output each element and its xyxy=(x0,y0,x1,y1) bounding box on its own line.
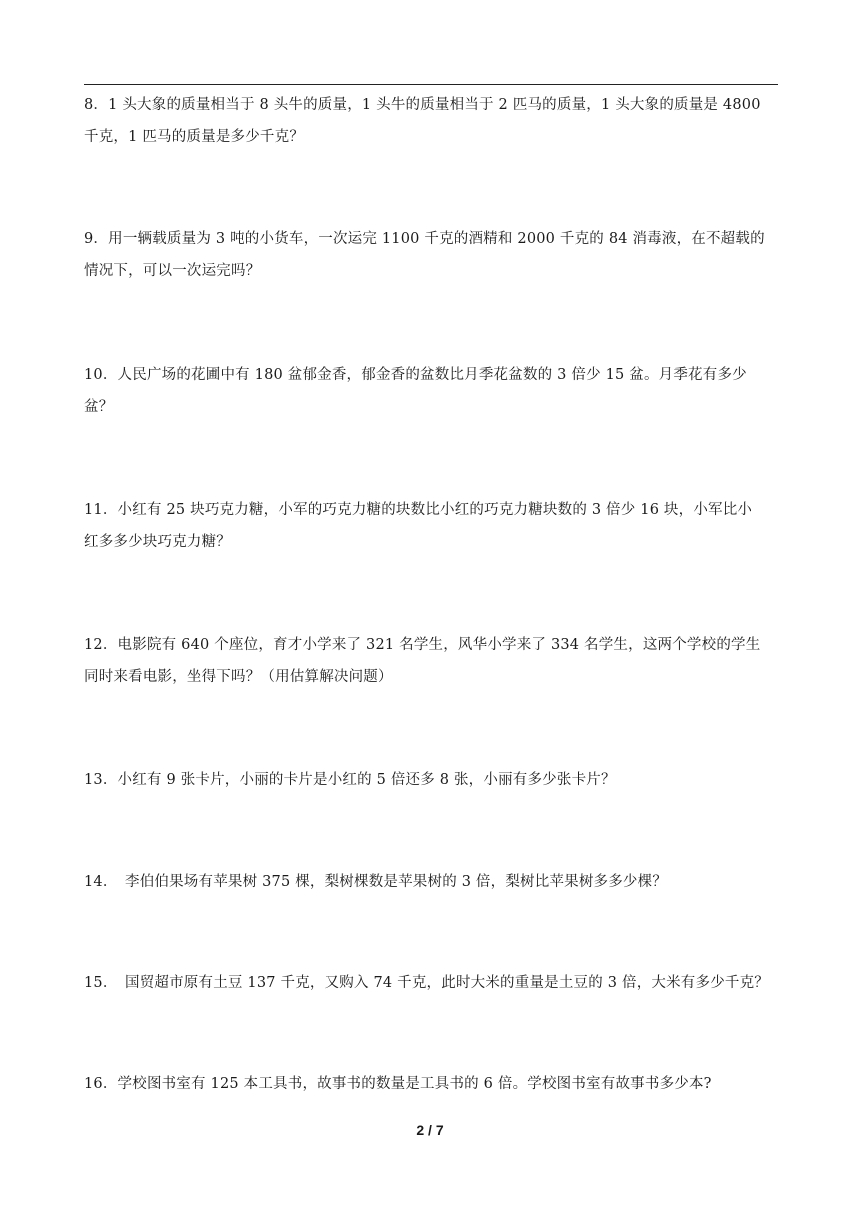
question-11 xyxy=(84,494,784,558)
page-number: 2 / 7 xyxy=(416,1122,444,1138)
question-9 xyxy=(84,223,784,287)
question-14-line-1: 14． 李伯伯果场有苹果树 375 棵，梨树棵数是苹果树的 3 倍，梨树比苹果树多多少棵？ xyxy=(84,874,668,890)
question-16 xyxy=(84,1068,784,1100)
question-16-line-1: 16．学校图书室有 125 本工具书，故事书的数量是工具书的 6 倍。学校图书室有故事书多少本? xyxy=(84,1076,712,1092)
question-8-line-2: 千克，1 匹马的质量是多少千克？ xyxy=(84,129,305,145)
question-15-line-1: 15． 国贸超市原有土豆 137 千克，又购入 74 千克，此时大米的重量是土豆的 3 倍，大米有多少千克？ xyxy=(84,975,770,991)
question-10-line-2: 盆？ xyxy=(84,399,114,415)
question-12 xyxy=(84,629,784,693)
question-10-line-1: 10．人民广场的花圃中有 180 盆郁金香，郁金香的盆数比月季花盆数的 3 倍少 15 盆。月季花有多少 xyxy=(84,367,747,383)
question-12-line-1: 12．电影院有 640 个座位，育才小学来了 321 名学生，风华小学来了 334 名学生，这两个学校的学生 xyxy=(84,637,761,653)
question-10 xyxy=(84,359,784,423)
question-13-line-1: 13．小红有 9 张卡片，小丽的卡片是小红的 5 倍还多 8 张，小丽有多少张卡片？ xyxy=(84,772,616,788)
question-15 xyxy=(84,967,784,999)
question-9-line-2: 情况下，可以一次运完吗？ xyxy=(84,263,261,279)
question-11-line-1: 11．小红有 25 块巧克力糖，小军的巧克力糖的块数比小红的巧克力糖块数的 3 倍少 16 块，小军比小 xyxy=(84,502,753,518)
question-14 xyxy=(84,866,784,898)
question-8 xyxy=(84,89,784,153)
question-13 xyxy=(84,764,784,796)
question-9-line-1: 9．用一辆载质量为 3 吨的小货车，一次运完 1100 千克的酒精和 2000 千克的 84 消毒液，在不超载的 xyxy=(84,231,765,247)
question-8-line-1: 8．1 头大象的质量相当于 8 头牛的质量，1 头牛的质量相当于 2 匹马的质量，1 头大象的质量是 4800 xyxy=(84,97,761,113)
question-11-line-2: 红多多少块巧克力糖？ xyxy=(84,534,231,550)
header-rule xyxy=(84,84,778,85)
question-12-line-2: 同时来看电影，坐得下吗？（用估算解决问题） xyxy=(84,669,393,685)
